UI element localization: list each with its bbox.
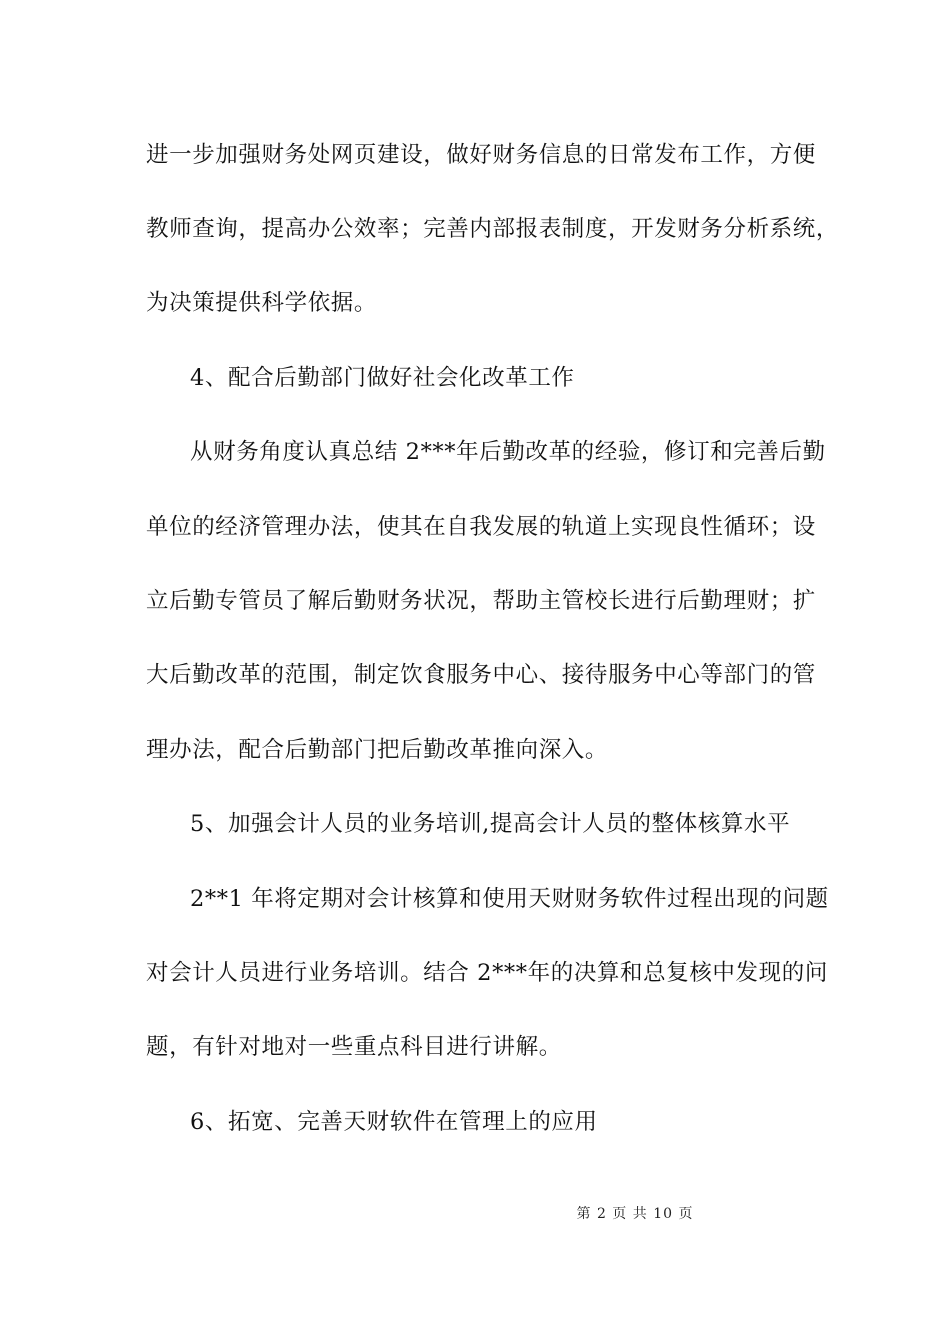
paragraph-line: 大后勤改革的范围，制定饮食服务中心、接待服务中心等部门的管 (146, 662, 816, 688)
section-heading-5: 5、加强会计人员的业务培训,提高会计人员的整体核算水平 (190, 811, 791, 837)
paragraph-line: 对会计人员进行业务培训。结合 2***年的决算和总复核中发现的问 (146, 960, 828, 986)
section-heading-6: 6、拓宽、完善天财软件在管理上的应用 (190, 1109, 598, 1135)
page-footer (0, 1205, 950, 1223)
page-number: 第 2 页 共 10 页 (576, 1206, 694, 1222)
paragraph-line: 教师查询，提高办公效率；完善内部报表制度，开发财务分析系统， (146, 216, 840, 242)
paragraph-line: 2**1 年将定期对会计核算和使用天财财务软件过程出现的问题 (190, 886, 829, 912)
paragraph-line: 理办法，配合后勤部门把后勤改革推向深入。 (146, 737, 609, 763)
paragraph-line: 从财务角度认真总结 2***年后勤改革的经验，修订和完善后勤 (190, 439, 826, 465)
section-heading-4: 4、配合后勤部门做好社会化改革工作 (190, 365, 575, 391)
paragraph-line: 进一步加强财务处网页建设，做好财务信息的日常发布工作，方便 (146, 142, 816, 168)
paragraph-line: 为决策提供科学依据。 (146, 290, 378, 316)
paragraph-line: 题，有针对地对一些重点科目进行讲解。 (146, 1034, 562, 1060)
paragraph-line: 立后勤专管员了解后勤财务状况，帮助主管校长进行后勤理财；扩 (146, 588, 816, 614)
paragraph-line: 单位的经济管理办法，使其在自我发展的轨道上实现良性循环；设 (146, 514, 816, 540)
